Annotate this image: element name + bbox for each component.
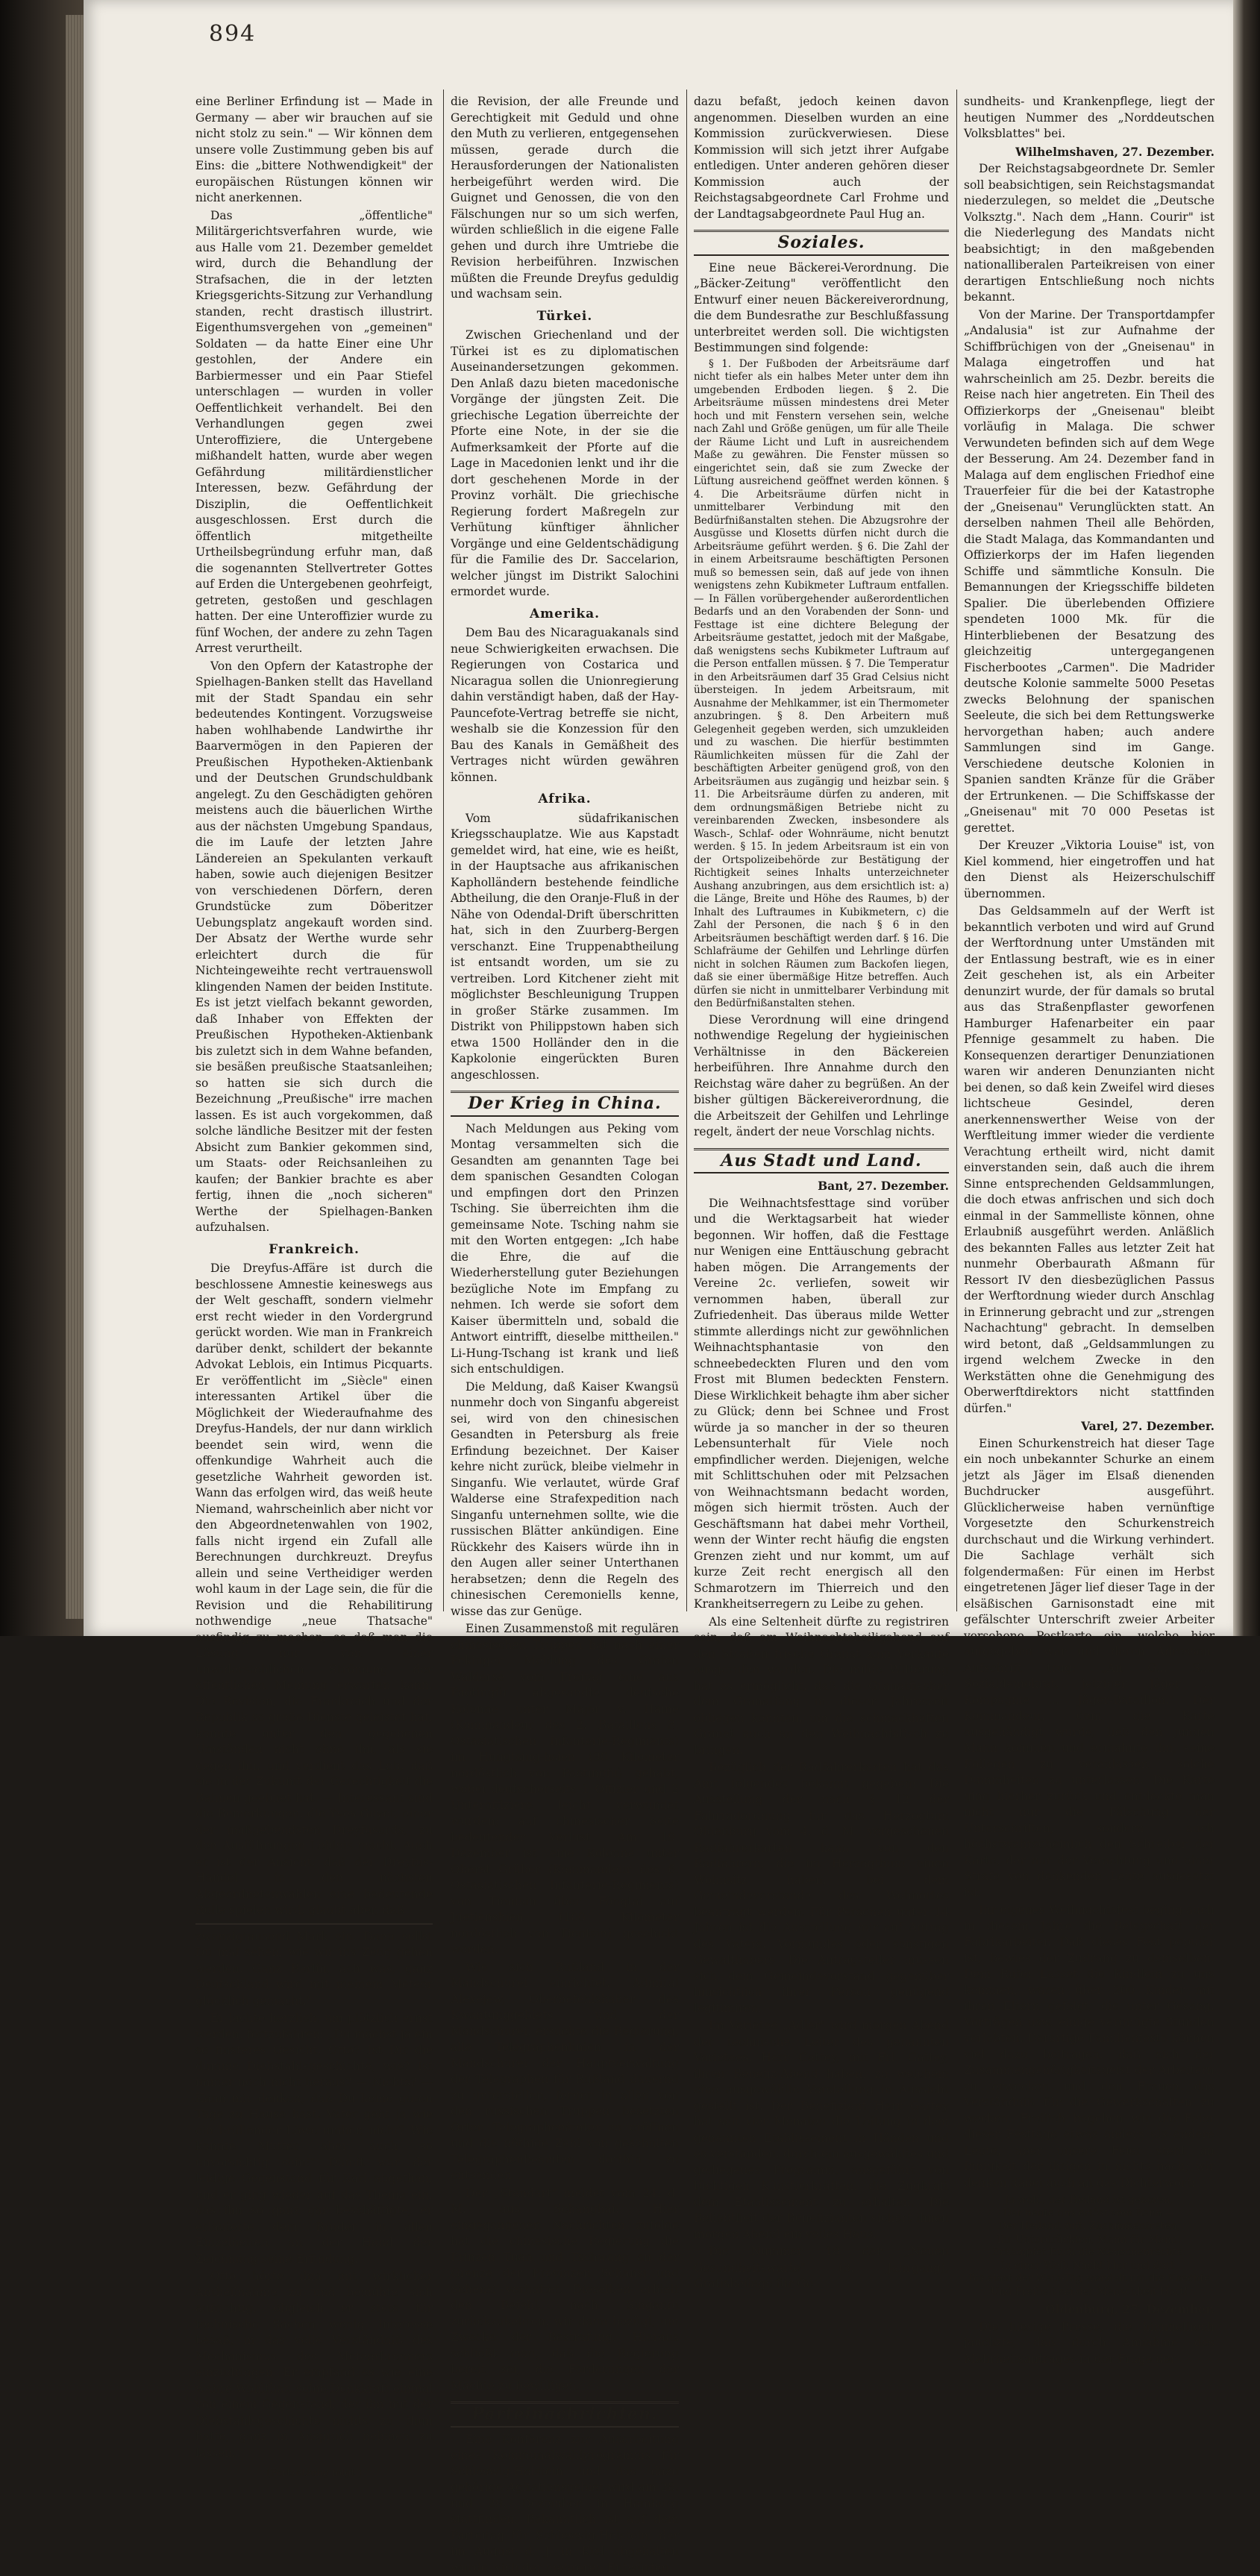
serial-text: zwanzigtausend Mark ein. Dann sollst Du mal sehen, wie wir ins Zeug gehen werden. Ganz Berlin, ach was, ganz Deutschland wird mit meinem Meteor glücklich gemacht." [195, 1929, 433, 2010]
section-heading: Amerika. [451, 607, 679, 623]
poem-line: Und Freiheit sei der Menschheit Hort! [964, 2286, 1214, 2299]
article-text: Von der Marine. Der Transportdampfer „Andalusia" ist zur Aufnahme der Schiffbrüchigen von der „Gneisenau" in Malaga eingetroffen und hat wahrscheinlich am 25. Dezbr. bereits die Reise nach hier angetreten. Ein Theil des Offizierkorps der „Gneisenau" bleibt vorläufig in Malaga. Die schwer Verwundeten befinden sich auf dem Wege der Besserung. Am 24. Dezember fand in Malaga auf dem englischen Friedhof eine Trauerfeier für die bei der Katastrophe der „Gneisenau" Verunglückten statt. An derselben nahmen Theil alle Behörden, die Stadt Malaga, das Kommandanten und Offizierkorps der im Hafen liegenden Schiffe und sämmtliche Konsuln. Die Bemannungen der Kriegsschiffe bildeten Spalier. Die überlebenden Offiziere spendeten 1000 Mk. für die Hinterbliebenen der Besatzung des gleichzeitig untergegangenen Fischerbootes „Carmen". Die Madrider deutsche Kolonie sammelte 5000 Pesetas zwecks Belohnung der spanischen Seeleute, die sich bei dem Rettungswerke hervorgethan haben; auch andere Sammlungen sind im Gange. Verschiedene deutsche Kolonien in Spanien sandten Kränze für die Gräber der Ertrunkenen. — Die Schiffskasse der „Gneisenau" mit 70 000 Pesetas ist gerettet. [964, 307, 1214, 837]
article-text: Ihr eigenes Weihnachtsfest beging auch in diesem Jahre die Belegschaft der Fabrikarbeiter. Daß dieses Fest populär ist, bewies der Zudrang zu demselben. Dem Rufe: Lasset die Kindlein zu uns kommen, waren über 200 Kinder mit ihren Eltern gefolgt, die unter Gesang, Vorträgen usw. einige vergnügte Stunden verlebten. Derartige Familienfeste können viel dazu beitragen, daß sich der Zusammengehörigkeitsgeist der Arbeitern zu erwecken und den Frauen das Verständniß für die Gewerkschaften zu wecken. Freilich begehen wir die Feier dieser Festtage etwas anders als andere Leute, aber unsere Feier steht an Innigkeit der ihrigen in nichts nach; wir denken dabei auch an das Dichterwort: [964, 1902, 1214, 2191]
dateline: Wilhelmshaven, 27. Dezember. [964, 144, 1214, 160]
article-text: Dem Bau des Nicaraguakanals sind neue Schwierigkeiten erwachsen. Die Regierungen von Costarica und Nicaragua sollen die Unionregierung dahin verständigt haben, daß der Hay-Pauncefote-Vertrag betreffe sie nicht, weshalb sie die Konzession für den Bau des Kanals in Gemäßheit des Vertrages nicht würden gewähren können. [451, 625, 679, 786]
poem-line: Ihr Unterdrückten, Mann für Mann! [964, 2234, 1214, 2247]
poem-line: Der heute uns erlöst vom Bann — [964, 2207, 1214, 2221]
article-text: eine Berliner Erfindung ist — Made in Germany — aber wir brauchen auf sie nicht stolz zu sein." — Wir können dem unsere volle Zustimmung geben bis auf Eins: die „bittere Nothwendigkeit" der europäischen Rüstungen können wir nicht anerkennen. [195, 94, 433, 207]
article-text: Zwischen Griechenland und der Türkei ist es zu diplomatischen Auseinandersetzungen gekommen. Den Anlaß dazu bieten macedonische Vorgänge der jüngsten Zeit. Die griechische Legation überreichte der Pforte eine Note, in der sie die Aufmerksamkeit der Pforte auf die Lage in Macedonien lenkt und ihr die dort geschehenen Morde in der Provinz vorhält. Die griechische Regierung fordert Maßregeln zur Verhütung künftiger ähnlicher Vorgänge und eine Geldentschädigung für die Familie des Dr. Saccelarion, welcher jüngst im Distrikt Salochini ermordet wurde. [451, 328, 679, 601]
article-text: dazu befaßt, jedoch keinen davon angenommen. Dieselben wurden an eine Kommission zurückverwiesen. Diese Kommission will sich jetzt ihrer Aufgabe entledigen. Unter anderen gehören dieser Kommission auch der Reichstagsabgeordnete Carl Frohme und der Landtagsabgeordnete Paul Hug an. [694, 94, 949, 222]
dateline: Varel, 27. Dezember. [964, 1418, 1214, 1435]
poem-line: In einer Weih-Nacht hier und dort, [964, 2260, 1214, 2273]
section-heading: Frankreich. [195, 1242, 433, 1259]
article-text: Der Kreuzer „Viktoria Louise" ist, von Kiel kommend, hier eingetroffen und hat den Dienst als Heizerschulschiff übernommen. [964, 838, 1214, 902]
dateline: Oldenburg, 27. Dezember. [964, 2301, 1214, 2318]
article-text: Die Meldung, daß Kaiser Kwangsü nunmehr doch von Singanfu abgereist sei, wird von den chinesischen Gesandten in Petersburg als freie Erfindung bezeichnet. Der Kaiser kehre nicht zurück, bleibe vielmehr in Singanfu. Wie verlautet, würde Graf Walderse eine Strafexpedition nach Singanfu unternehmen sollte, wie die russischen Blätter ankündigen. Eine Rückkehr des Kaisers würde ihn in den Augen aller seiner Unterthanen herabsetzen; denn die Regeln des chinesischen Ceremoniells kenne, wisse das zur Genüge. [451, 1379, 679, 1620]
column-2 [451, 94, 679, 1608]
column-rule [956, 90, 957, 1611]
article-text: die Revision, der alle Freunde und Gerechtigkeit mit Geduld und ohne den Muth zu verlieren, entgegensehen müssen, gerade durch die Herausforderungen der Nationalisten herbeigeführt werden wird. Die Guignet und Genossen, die von den Fälschungen nur so um sich werfen, würden schließlich in die eigene Falle gehen und durch ihre Umtriebe die Revision herbeiführen. Inzwischen müßten die Freunde Dreyfus geduldig und wachsam sein. [451, 94, 679, 303]
article-text: Das „öffentliche" Militärgerichtsverfahren wurde, wie aus Halle vom 21. Dezember gemeldet wird, durch die Behandlung der Strafsachen, die in der letzten Kriegsgerichts-Sitzung zur Verhandlung standen, recht drastisch illustrirt. Eigenthumsvergehen von „gemeinen" Soldaten — da hatte Einer eine Uhr gestohlen, der Andere ein Barbiermesser und ein Paar Stiefel unterschlagen — wurden in voller Oeffentlichkeit verhandelt. Bei den Verhandlungen gegen zwei Unteroffiziere, die Untergebene mißhandelt hatten, wurde aber wegen Gefährdung militärdienstlicher Interessen, bezw. Gefährdung der Disziplin, die Oeffentlichkeit ausgeschlossen. Erst durch die öffentlich mitgetheilte Urtheilsbegründung erfuhr man, daß die sogenannten Stellvertreter Gottes auf Erden die Untergebenen geohrfeigt, getreten, gestoßen und geschlagen hatten. Der eine Unteroffizier wurde zu fünf Wochen, der andere zu zehn Tagen Arrest verurtheilt. [195, 208, 433, 657]
column-3 [694, 94, 949, 1608]
column-rule [686, 90, 687, 1611]
article-text: Von den Opfern der Katastrophe der Spielhagen-Banken stellt das Havelland mit der Stadt Spandau ein sehr bedeutendes Kontingent. Vorzugsweise haben wohlhabende Landwirthe ihr Baarvermögen in den Papieren der Preußischen Hypotheken-Aktienbank und der Deutschen Grundschuldbank angelegt. Zu den Geschädigten gehören meistens auch die bäuerlichen Wirthe aus der nächsten Umgebung Spandaus, die im Laufe der letzten Jahre Ländereien an Spekulanten verkauft haben, sowie auch diejenigen Besitzer von verschiedenen Dörfern, deren Grundstücke zum Döberitzer Uebungsplatz angekauft worden sind. Der Absatz der Werthe wurde sehr erleichtert durch die für Nichteingeweihte recht vertrauenswoll klingenden Namen der beiden Institute. Es ist jetzt vielfach bekannt geworden, daß Inhaber von Effekten der Preußischen Hypotheken-Aktienbank bis zuletzt sich in dem Wahne befanden, sie besäßen preußische Staatsanleihen; so hatten sie sich durch die Bezeichnung „Preußische" irre machen lassen. Es ist auch vorgekommen, daß solche ländliche Besitzer mit der festen Absicht zum Bankier gekommen sind, um Staats- oder Reichsanleihen zu kaufen; der Bankier brachte es aber fertig, ihnen die „noch sicheren" Werthe der Spielhagen-Banken aufzuhalsen. [195, 659, 433, 1236]
poem-line: Bis einst der Weih-Tag wandelt um die Knechte [964, 2272, 1214, 2286]
serial-text: Er lachte herzlich, um plötzlich ernst werden, fortzufahren: „Du machst ja ein so finsteres Gesicht, Otto? Ist Dir die dumme Diebstahlsgeschichte, wie? Ist immer noch nicht heraus? — Nichts? — Kann mir denken, daß Du keine guten Tage zu Hause hast. Vater geht ja wie ein brüllender Löwe umher, nicht? Wie konnte Mutter aber auch so unvorsichtig sein!" Damit war der leidige Gegenstand für Karl abgethan, und er ging wieder auf das Thema ein, das ihn so ganz gar beschäftigte; er erläuterte dem Bruder in allen Einzelheiten an der Hand der Zeichnung seine Erfindung. [195, 2011, 433, 2267]
regulation-text: § 1. Der Fußboden der Arbeitsräume darf nicht tiefer als ein halbes Meter unter dem ihn umgebenden Erdboden liegen. § 2. Die Arbeitsräume müssen mindestens drei Meter hoch und mit Fenstern versehen sein, welche nach Zahl und Größe genügen, um für alle Theile der Räume Licht und Luft in ausreichendem Maße zu gewähren. Die Fenster müssen so eingerichtet sein, daß sie zum Zwecke der Lüftung ausreichend geöffnet werden können. § 4. Die Arbeitsräume dürfen nicht in unmittelbarer Verbindung mit den Bedürfnißanstalten stehen. Die Abzugsrohre der Ausgüsse und Klosetts dürfen nicht durch die Arbeitsräume geführt werden. § 6. Die Zahl der in einem Arbeitsraume beschäftigten Personen muß so bemessen sein, daß auf jede von ihnen wenigstens zehn Kubikmeter Luftraum entfallen. — In Fällen vorübergehender außerordentlichen Bedarfs und an den Vorabenden der Sonn- und Festtage ist eine dichtere Belegung der Arbeitsräume gestattet, jedoch mit der Maßgabe, daß wenigstens sechs Kubikmeter Luftraum auf die Person entfallen müssen. § 7. Die Temperatur in den Arbeitsräumen darf 35 Grad Celsius nicht übersteigen. In jedem Arbeitsraum, mit Ausnahme der Mehlkammer, ist ein Thermometer anzubringen. § 8. Den Arbeitern muß Gelegenheit gegeben werden, sich umzukleiden und zu waschen. Die hierfür bestimmten Räumlichkeiten müssen für die Zahl der beschäftigten Arbeiter genügend groß, von den Arbeitsräumen aus zugängig und heizbar sein. § 11. Die Arbeitsräume dürfen zu anderen, mit dem ordnungsmäßigen Betriebe nicht zu vereinbarenden Zwecken, insbesondere als Wasch-, Schlaf- oder Wohnräume, nicht benutzt werden. § 15. In jedem Arbeitsraum ist ein von der Ortspolizeibehörde zur Bestätigung der Richtigkeit seines Inhalts unterzeichneter Aushang anzubringen, aus dem ersichtlich ist: a) die Länge, Breite und Höhe des Raumes, b) der Inhalt des Luftraumes in Kubikmetern, c) die Zahl der Personen, die nach § 6 in den Arbeitsräumen beschäftigt werden darf. § 16. Die Schlafräume der Gehilfen und Lehrlinge dürfen nicht in solchen Räumen zum Backofen liegen, daß sie einer übermäßige Hitze betreffen. Auch dürfen sie nicht in unmittelbarer Verbindung mit den Bedürfnißanstalten stehen. [694, 358, 949, 1011]
article-text: Die Weihnachtsfesttage sind vorüber und die Werktagsarbeit hat wieder begonnen. Wir hoffen, daß die Festtage nur Wenigen eine Enttäuschung gebracht haben mögen. Die Arrangements der Vereine 2c. verliefen, soweit wir vernommen haben, überall zur Zufriedenheit. Das überaus milde Wetter stimmte allerdings nicht zur gewöhnlichen Weihnachtsphantasie von den schneebedeckten Fluren und den vom Frost mit Blumen bedeckten Fenstern. Diese Wirklichkeit behagte ihm aber sicher zu Glück; denn bei Schnee und Frost würde ja so mancher in der so theuren Lebensunterhalt für Viele noch empfindlicher werden. Diejenigen, welche mit Schlittschuhen oder mit Pelzsachen von Weihnachtsmann bedacht worden, mögen sich hiermit trösten. Auch der Geschäftsmann hat dabei mehr Vortheil, wenn der Winter recht häufig die engsten Grenzen zieht und nur kommt, um auf kurze Zeit recht energisch all den Schmarotzern im Thierreich und den Krankheitserregern zu Leibe zu gehen. [694, 1196, 949, 1613]
article-text: Im Varietee „Adler" wird morgen Abend der technische Leiter des genannten Varietees, Herr Gattey, mit Frl. Gattey, ihren Benefiz-Abend haben, zu welchem eine ausgewählte Vorstellung in Aussicht gestellt ist. Der Benefiziant Herr Gattey hat seit vier Monaten die Leitung in dem genannten Etablissement in Händen und es verstanden, durch ein ausgewähltes und gediegenes Programm, ausgeführt von tüchtigen Künstlerkräften, die Zugkraft dem Etablissement zu erhalten. Die Beliebtheit der Benefizianten sichert ihnen morgen Abend ein volles Haus. [694, 2018, 949, 2243]
article-text: Einen Schurkenstreich hat dieser Tage ein noch unbekannter Schurke an einem jetzt als Jäger im Elsaß dienenden Buchdrucker ausgeführt. Glücklicherweise haben vernünftige Vorgesetzte den Schurkenstreich durchschaut und die Wirkung verhindert. Die Sachlage verhält sich folgendermaßen: Für einen im Herbst eingetretenen Jäger lief dieser Tage in der elsäßischen Garnisonstadt eine mit gefälschter Unterschrift zweier Arbeiter versehene Postkarte ein, welche hier aufgegeben war und deren Adressen-Aufschrift trug: „An G... S..., Sozialdemokrat, jetziger Jäger ... Kompagnie ... Jäger-Bataillon." Der Kommandeur, dem die Karte ausgehändigt wurde, ließ den jungen Mann kommen und ermahnte ihn, seine Kollegen zu veranlassen, solche Dummheiten zu unterlassen. Die Karte ging hierher zurück und entdeckte man nicht nur die Fälschung der Unterschriften, sondern auch höchstwahrscheinlich den Schreiber der Karte, der nur der Verachtung und einer Strafe von denkenden Leute ausgesetzt ist. [964, 1436, 1214, 1902]
section-heading: Afrika. [451, 792, 679, 808]
article-text: Wie sich Rußland in der Mandschurei einrichtet. Admiral Alexejew, Oberbefehlshaber des Kwantunggebiets und der Mandschurei, ersuchte die Regierung, alle Telegraphenlinien in der Mandschurei der Hauptverwaltung der Telegraphen für Rußland dauernd zu unterstellen, ferner in allen von den russischen Truppen besetzten Orten Telegraphenämter zu eröffnen und die nöthige Zahl von geschulten Telegraphenbeamten dorthin zu entsenden. [451, 1960, 679, 2184]
article-text: Der Reichstagsabgeordnete Dr. Semler soll beabsichtigen, sein Reichstagsmandat niederzulegen, so meldet die „Deutsche Volksztg.". Nach dem „Hann. Courir" ist die Niederlegung des Mandats nicht beabsichtigt; in den maßgebenden nationalliberalen Parteikreisen von einer derartigen Entschließung noch nichts bekannt. [964, 161, 1214, 306]
page-number: 894 [209, 21, 256, 47]
section-heading-major: Parteinachrichten. [451, 2401, 679, 2428]
continuation-note: (Fortsetzung folgt.) [195, 2466, 433, 2482]
poem-line: Ja wohl, der Heiland ist geboren, [964, 2194, 1214, 2207]
serial-text: Otto hörte ihm mit wirklicher Antheilnahme zu und bemühte sich aufrichtig, obgleich er stets für technische Sachen wenig Interesse besaß, in das volle Verständniß des Mechanismus des Meteorbrenners einzudringen. Er empfand es wie eine wahre Wohlthat, seine Denkkraft einmal von einem Gegenstand, der ihn mit der Diebstahlsgeschichte nichts zu thun hatte, ganz in Anspruch nehmen zu lassen. [195, 2269, 433, 2461]
article-text: Eine Konferenz zur Ausarbeitung eines Kommunalwahlprogramms für Schleswig-Holstein und das dazu gehörige Agitationsgebiet wird am 28. und 29. Dezember in Hamburg stattfinden. Bekanntlich ist auf dem Parteitag für Schleswig-Holstein, der im August d. J. in Kiel abgehalten wurde, sich der mehreren Entwürfen [451, 2432, 679, 2576]
poem-line: Erkämpfet Euch die Menschenrechte. [964, 2246, 1214, 2260]
poem-line: Der Heiland ruft: Zusammentreten, [964, 2220, 1214, 2234]
article-text: Die hiesige Presse, die himmelhoch jauchzte, daß durch Annahme des Mehrheitsantrages in der Frage der [964, 2319, 1214, 2368]
article-text: Eine neue Bäckerei-Verordnung. Die „Bäcker-Zeitung" veröffentlicht den Entwurf einer neuen Bäckereiverordnung, die dem Bundesrathe zur Beschlußfassung unterbreitet werden soll. Die wichtigsten Bestimmungen sind folgende: [694, 260, 949, 357]
column-4 [964, 94, 1214, 1608]
article-text: Diese Verordnung will eine dringend nothwendige Regelung der hygieinischen Verhältnisse in den Bäckereien herbeiführen. Ihre Annahme durch den Reichstag wäre daher zu begrüßen. An der bisher gültigen Bäckereiverordnung, die die Arbeitszeit der Gehilfen und Lehrlinge regelt, ändert der neue Vorschlag nichts. [694, 1012, 949, 1141]
article-text: Bezüglich der Radfahrerkarten hat das Amt folgendes bekannt gegeben: Die Ausstellung der nach § 12 der Fahrradordnung für das Herzogtum Oldenburg vom 4. d. M. vorgeschenen Radfahrerkarten kann von den Radfahrern, die im Herzogthum einen Wohnsitz haben, bei dem Gemeindevorstande des Wohnortes beantragt werden. Für Personen unter 14 Jahren ist die Ausstellung nur auf Antrag des Vaters, Vormundes oder sonstigen Gewalthabers. Die Antragsteller müssen sich dem Gemeindevorstand gegenüber hinsichtlich ihrer Person genügend legitimiren. [694, 1760, 949, 2016]
section-heading-major: Der Krieg in China. [451, 1091, 679, 1117]
article-text: Nach Meldungen aus Peking vom Montag versammelten sich die Gesandten am genannten Tage bei dem spanischen Gesandten Cologan und empfingen dort den Prinzen Tsching. Sie überreichten ihm die gemeinsame Note. Tsching nahm sie mit den Worten entgegen: „Ich habe die Ehre, die auf die Wiederherstellung guter Beziehungen bezügliche Note im Empfang zu nehmen. Ich werde sie sofort dem Kaiser übermitteln und, sobald die Antwort eintrifft, dieselbe mittheilen." Li-Hung-Tschang ist krank und ließ sich entschuldigen. [451, 1121, 679, 1378]
article-text: Vom südafrikanischen Kriegsschauplatze. Wie aus Kapstadt gemeldet wird, hat eine, wie es heißt, in der Hauptsache aus afrikanischen Kapholländern bestehende feindliche Abtheilung, die den Oranje-Fluß in der Nähe von Odendal-Drift überschritten hat, sich in den Zuurberg-Bergen verschanzt. Eine Truppenabtheilung ist entsandt worden, um sie zu vertreiben. Lord Kitchener zieht mit möglichster Beschleunigung Truppen in großer Stärke zusammen. Im Distrikt von Philippstown haben sich etwa 1500 Holländer den in die Kapkolonie eingerückten Buren angeschlossen. [451, 811, 679, 1084]
column-1 [195, 94, 433, 1608]
article-text: Die Nummer 18 der „Neuen Gesundheitswarte" (3. Jahrgang), Gratisbeilage für Ge- [694, 2244, 949, 2293]
article-text: Das Geldsammeln auf der Werft ist bekanntlich verboten und wird auf Grund der Werftordnung unter Umständen mit der Entlassung bestraft, wie es in einer Zeit geschehen ist, als ein Arbeiter denunzirt wurde, der für damals so brutal aus das Straßenpflaster geworfenen Hamburger Hafenarbeiter ein paar Pfennige gesammelt zu haben. Die Konsequenzen derartiger Denunziationen waren wir anderen Denunzianten nicht bei denen, so daß kein Zweifel wird dieses lichtscheue Gesindel, deren anerkennenswerther Weise von der Werftleitung immer wieder die verdiente Verachtung ertheilt wird, nicht damit einverstanden sein, daß auch die ihrem Sinne entsprechenden Geldsammlungen, die doch etwas anfrischen und sich doch einmal in der Sammelliste können, ohne Erlaubniß ausgeführt werden. Anläßlich des bekannten Falles aus letzter Zeit hat nunmehr Oberbaurath Aßmann für Ressort IV den diesbezüglichen Passus der Werftordnung wieder durch Anschlag in Erinnerung gebracht und zur „strengen Nachachtung" gebracht. In demselben wird betont, daß „Geldsammlungen zu irgend welchem Zwecke in den Werkstätten ohne die Genehmigung des Oberwerftdirektors nicht stattfinden dürfen." [964, 903, 1214, 1417]
book-spine [0, 0, 90, 1636]
section-heading-major: Soziales. [694, 230, 949, 256]
section-heading-major: Aus Stadt und Land. [694, 1148, 949, 1174]
article-text: Der „Standart" meldet vom 24. d. M. aus Schanghai: Hier eingegangenen Nachrichten zufolge hat die chinesische Regierung die Prinzen Tuan und Tschwang an der Grenze der Provinzen Schansi und Schensi verhaftet. Dieselben erhielt den Befehl, nach Singanfu zurückzukehren, wir dann bezügl, um Zwecke der Bestrafung. Hieraus schließt man, daß die Regierung bereit sei, die Forderungen der Mächte zu bewilligen. [451, 2186, 679, 2395]
article-text: Die Dreyfus-Affäre ist durch die beschlossene Amnestie keineswegs aus der Welt geschafft, sondern vielmehr erst recht wieder in den Vordergrund gerückt worden. Wie man in Frankreich darüber denkt, schildert der bekannte Advokat Leblois, ein Intimus Picquarts. Er veröffentlicht im „Siècle" einen interessanten Artikel über die Möglichkeit der Wiederaufnahme des Dreyfus-Handels, der nur dann wirklich beendet sein wird, wenn die offenkundige Wahrheit auch die gesetzliche Wahrheit geworden ist. Wann das erfolgen wird, das weiß heute Niemand, wahrscheinlich aber nicht vor den Abgeordnetenwahlen von 1902, falls nicht irgend ein Zufall alle Berechnungen durchkreuzt. Dreyfus allein und seine Vertheidiger werden wohl kaum in der Lage sein, die für die Revision und die Rehabilitirung nothwendige „neue Thatsache" ausfindig zu machen, so daß man die Lösung nur von einer unwiderstehlichen Strömung der öffentlichen Meinung erwarten kann. Die Revision, die Frankreich und der Republik so große Dienste geleistet hat, konnte unter den gegebenen Umständen nicht ohne ihn, als sie gegen ihn, und verdient das Lob, daß sie in der Zukunft der Gerechtigkeit die Bahnen geebnet hat. — Interessant sind die Bemerkungen, die Yves Guyot, einer der maßgebendsten Dreyfusards, zu den Ausführungen Leblois macht. Auch er ist der Ansicht, daß der Dreyfus-Handel in den nächsten Abgeordnetenwahlen eine bedeutende Rolle spielen wird, glaubt aber, daß [195, 1261, 433, 1919]
column-rule [443, 90, 444, 1611]
right-page-edge [1233, 0, 1260, 1636]
divider [195, 1923, 433, 1925]
article-text: sundheits- und Krankenpflege, liegt der heutigen Nummer des „Norddeutschen Volksblattes" bei. [964, 94, 1214, 142]
poem [964, 2194, 1214, 2298]
article-text: Einen Zusammenstoß mit regulären chinesischen Truppen hat nach einer Pekinger Meldung des Grafen Walderse vom Freitag eine aus Paotingfu abgesandte deutsche Kolonne unter Major v. Haine (Kommandeur des 2. Bataillons 3. Ostasiatischen Infanterie-Regiments) im Hungtsing-hsien (90 Kilometer nordöstlich von Paotingfu) gehabt, wobei deutscherseits 1 Offizier und 2 Unteroffiziere leicht verwundet wurden; auf chinesischer Seite bedeutender Verlust. Am 19. Dezember ist eine Kolonne unter Oberst Grüber (Kommandeur des 6. Ostasiatischen Infanterie-Regiments) von Tientsin über Föngtai auf Juetienshien (100 Kilometer nordöstlich von Tientsin) geschickt worden. [451, 1621, 679, 1958]
article-text: Als eine Seltenheit dürfte zu registriren sein, daß am Weihnachtsheiligabend auf den Straßen frische Granat zum Verkaufe ausgerufen wurden. Die milde Witterung hat es ermöglicht, daß die Granatfischer dem Granatfang in dieser Jahreszeit obliegen konnten, um die schmackhaften Granat auch an den Weihnachtstisch zu bringen. [694, 1614, 949, 1759]
section-heading: Türkei. [451, 309, 679, 325]
dateline: Bant, 27. Dezember. [694, 1178, 949, 1194]
